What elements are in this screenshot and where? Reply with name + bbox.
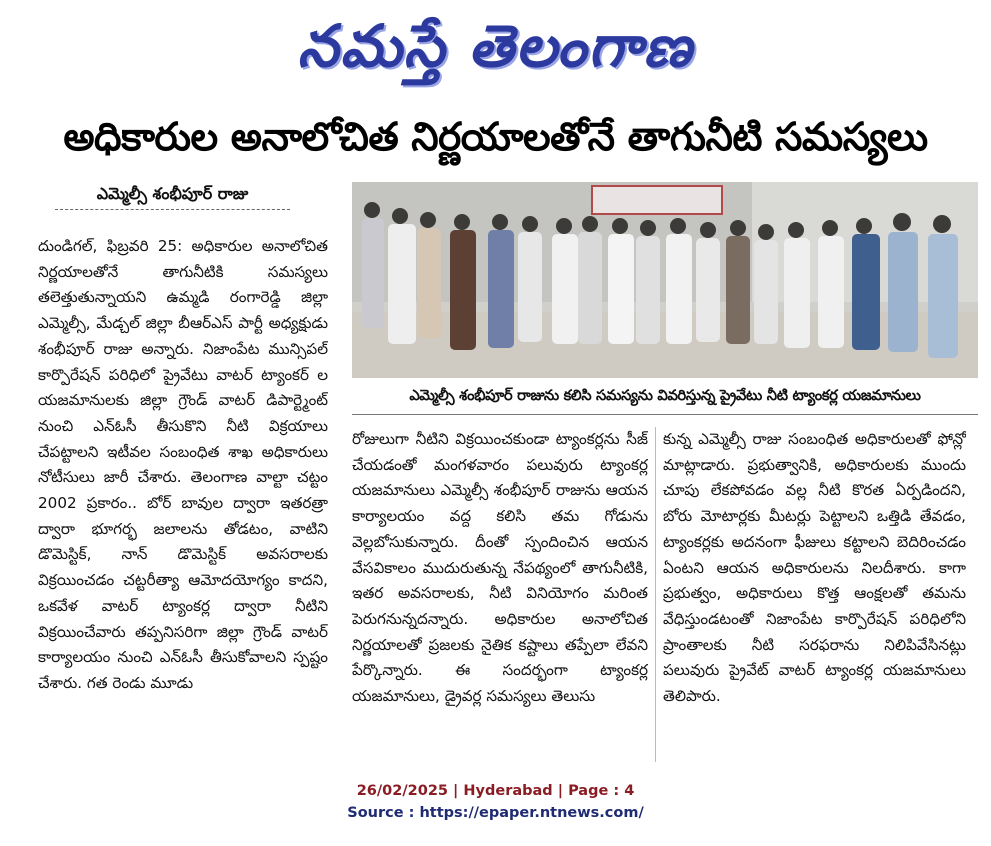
caption-divider <box>352 414 978 415</box>
article-photo <box>352 182 978 378</box>
photo-caption: ఎమ్మెల్సీ శంభీపూర్ రాజును కలిసి సమస్యను వివరిస్తున్న ప్రైవేటు నీటి ట్యాంకర్ల యజమానులు <box>409 387 921 404</box>
column-divider <box>655 427 656 762</box>
article-byline: ఎమ్మెల్సీ శంభీపూర్ రాజు <box>96 184 249 203</box>
article-headline: అధికారుల అనాలోచిత నిర్ణయాలతోనే తాగునీటి సమస్యలు <box>63 115 928 160</box>
masthead <box>0 0 991 95</box>
footer-source-label: Source : <box>347 805 420 821</box>
article-column-1: దుండిగల్, ఫిబ్రవరి 25: అధికారుల అనాలోచిత నిర్ణయాలతోనే తాగునీటికి సమస్యలు తలెత్తుతున్నాయని ఉమ్మడి రంగారెడ్డి జిల్లా ఎమ్మెల్సీ, మేడ్చల్ జిల్లా బీఆర్ఎస్ పార్టీ అధ్యక్షుడు శంభీపూర్ రాజు అన్నారు. నిజాంపేట మున్సిపల్ కార్పొరేషన్ పరిధిలో ప్రైవేటు వాటర్ ట్యాంకర్ ల యజమానులకు జిల్లా గ్రౌండ్ వాటర్ డిపార్ట్మెంట్ నుంచి ఎన్ఓసీ తీసుకొని నీటి విక్రయాలు చేపట్టాలని ఇటీవల సంబంధిత శాఖ అధికారులు నోటీసులు జారీ చేశారు. తెలంగాణ వాల్టా చట్టం 2002 ప్రకారం.. బోర్ బావుల ద్వారా ఇతరత్రా ద్వారా భూగర్భ జలాలను తోడటం, వాటిని డొమెస్టిక్, నాన్ డొమెస్టిక్ అవసరాలకు విక్రయించడం చట్టరీత్యా ఆమోదయోగ్యం కాదని, ఒకవేళ వాటర్ ట్యాంకర్ల ద్వారా నీటిని విక్రయించేవారు తప్పనిసరిగా జిల్లా గ్రౌండ్ వాటర్ కార్యాలయం నుంచి ఎన్ఓసీ తీసుకోవాలని స్పష్టం చేశారు. గత రెండు మూడు <box>38 237 328 692</box>
article-column-2: రోజులుగా నీటిని విక్రయించకుండా ట్యాంకర్లను సీజ్ చేయడంతో మంగళవారం పలువురు ట్యాంకర్ల యజమానులు ఎమ్మెల్సీ శంభీపూర్ రాజును ఆయన కార్యాలయం వద్ద కలిసి తమ గోడును వెల్లబోసుకున్నారు. దీంతో స్పందించిన ఆయన వేసవికాలం ముదురుతున్న నేపథ్యంలో తాగునీటికి, ఇతర అవసరాలకు, నీటి వినియోగం మరింత పెరుగనున్నదన్నారు. అధికారుల అనాలోచిత నిర్ణయాలతో ప్రజలకు నైతిక కష్టాలు తప్పేలా లేవని పేర్కొన్నారు. ఈ సందర్భంగా ట్యాంకర్ల యజమానులు, డ్రైవర్ల సమస్యలు తెలుసు <box>352 430 648 706</box>
page-footer <box>0 780 991 824</box>
newspaper-logo: నమస్తే తెలంగాణ <box>297 12 694 80</box>
footer-source <box>0 802 991 824</box>
byline-underline <box>55 209 290 210</box>
footer-source-link[interactable]: https://epaper.ntnews.com/ <box>419 805 644 821</box>
article-column-3: కున్న ఎమ్మెల్సీ రాజు సంబంధిత అధికారులతో ఫోన్లో మాట్లాడారు. ప్రభుత్వానికి, అధికారులకు ముందు చూపు లేకపోవడం వల్ల నీటి కొరత ఏర్పడిందని, బోరు మోటార్లకు మీటర్లు పెట్టాలని ఒత్తిడి తేవడం, ట్యాంకర్లకు అదనంగా ఫీజులు కట్టాలని బెదిరించడం ఏంటని ఆయన అధికారులను నిలదీశారు. కాగా ప్రభుత్వం, అధికారులు కొత్త ఆంక్షలతో తమను వేధిస్తుండటంతో నిజాంపేట కార్పొరేషన్ పరిధిలోని ప్రాంతాలకు నీటి సరఫరాను నిలిపివేసినట్లు పలువురు ప్రైవేట్ వాటర్ ట్యాంకర్ల యజమానులు తెలిపారు. <box>663 430 966 706</box>
footer-date-page: 26/02/2025 | Hyderabad | Page : 4 <box>356 783 635 799</box>
byline-box <box>55 180 290 210</box>
